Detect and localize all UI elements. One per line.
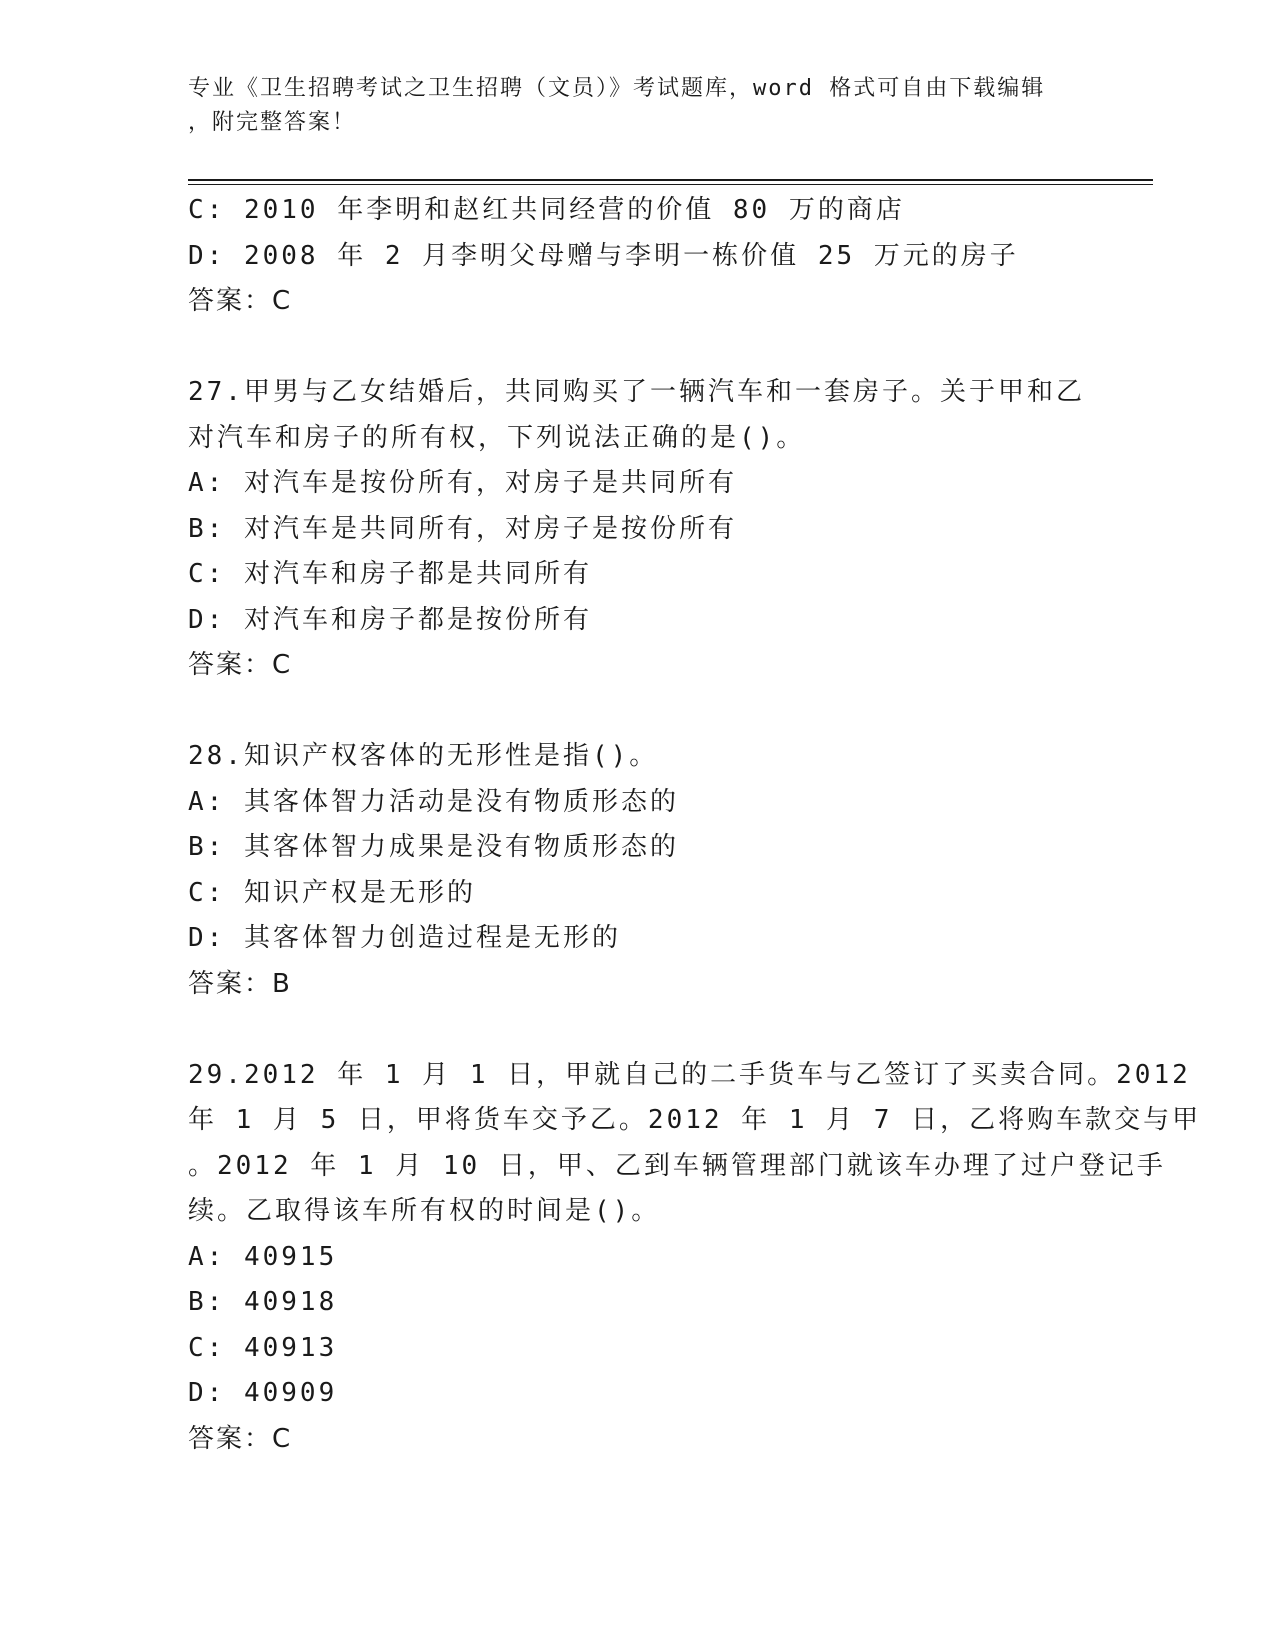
question-stem: 28.知识产权客体的无形性是指()。 (188, 741, 659, 771)
header-divider-thin (188, 184, 1153, 185)
previous-question-tail (188, 188, 1088, 325)
option-c: C: 对汽车和房子都是共同所有 (188, 559, 592, 589)
question-stem: 续。乙取得该车所有权的时间是()。 (188, 1196, 661, 1226)
option-b: B: 40918 (188, 1287, 338, 1317)
option-b: B: 其客体智力成果是没有物质形态的 (188, 832, 679, 862)
header-divider-thick (188, 179, 1153, 181)
question-list (188, 188, 1202, 1462)
spacer (188, 689, 1088, 735)
option-b: B: 对汽车是共同所有，对房子是按份所有 (188, 513, 737, 544)
option-c: C: 知识产权是无形的 (188, 877, 476, 908)
question-stem: 对汽车和房子的所有权，下列说法正确的是()。 (188, 422, 806, 453)
option-a: A: 40915 (188, 1241, 338, 1272)
question-stem: 。2012 年 1 月 10 日，甲、乙到车辆管理部门就该车办理了过户登记手 (188, 1150, 1166, 1181)
option-c: C: 40913 (188, 1332, 338, 1363)
question-29 (188, 1053, 1202, 1463)
option-a: A: 其客体智力活动是没有物质形态的 (188, 786, 679, 817)
option-c: C: 2010 年李明和赵红共同经营的价值 80 万的商店 (188, 195, 905, 225)
answer-line: 答案：C (188, 1423, 293, 1454)
answer-line: 答案：B (188, 968, 292, 999)
answer-line: 答案：C (188, 286, 293, 316)
header-line-1: 专业《卫生招聘考试之卫生招聘（文员）》考试题库，word 格式可自由下载编辑 (188, 76, 1046, 101)
option-d: D: 2008 年 2 月李明父母赠与李明一栋价值 25 万元的房子 (188, 240, 1019, 271)
spacer (188, 325, 1088, 371)
option-a: A: 对汽车是按份所有，对房子是共同所有 (188, 468, 737, 498)
question-stem: 29.2012 年 1 月 1 日，甲就自己的二手货车与乙签订了买卖合同。2012 (188, 1059, 1191, 1090)
question-28 (188, 734, 1088, 1007)
option-d: D: 其客体智力创造过程是无形的 (188, 923, 621, 953)
document-header (188, 72, 1068, 140)
spacer (188, 1007, 1088, 1053)
question-stem: 27.甲男与乙女结婚后，共同购买了一辆汽车和一套房子。关于甲和乙 (188, 377, 1085, 407)
question-27 (188, 370, 1088, 689)
question-stem: 年 1 月 5 日，甲将货车交予乙。2012 年 1 月 7 日，乙将购车款交与甲 (188, 1105, 1202, 1135)
option-d: D: 40909 (188, 1378, 338, 1408)
answer-line: 答案：C (188, 650, 293, 680)
header-line-2: ，附完整答案！ (188, 110, 357, 135)
option-d: D: 对汽车和房子都是按份所有 (188, 604, 592, 635)
